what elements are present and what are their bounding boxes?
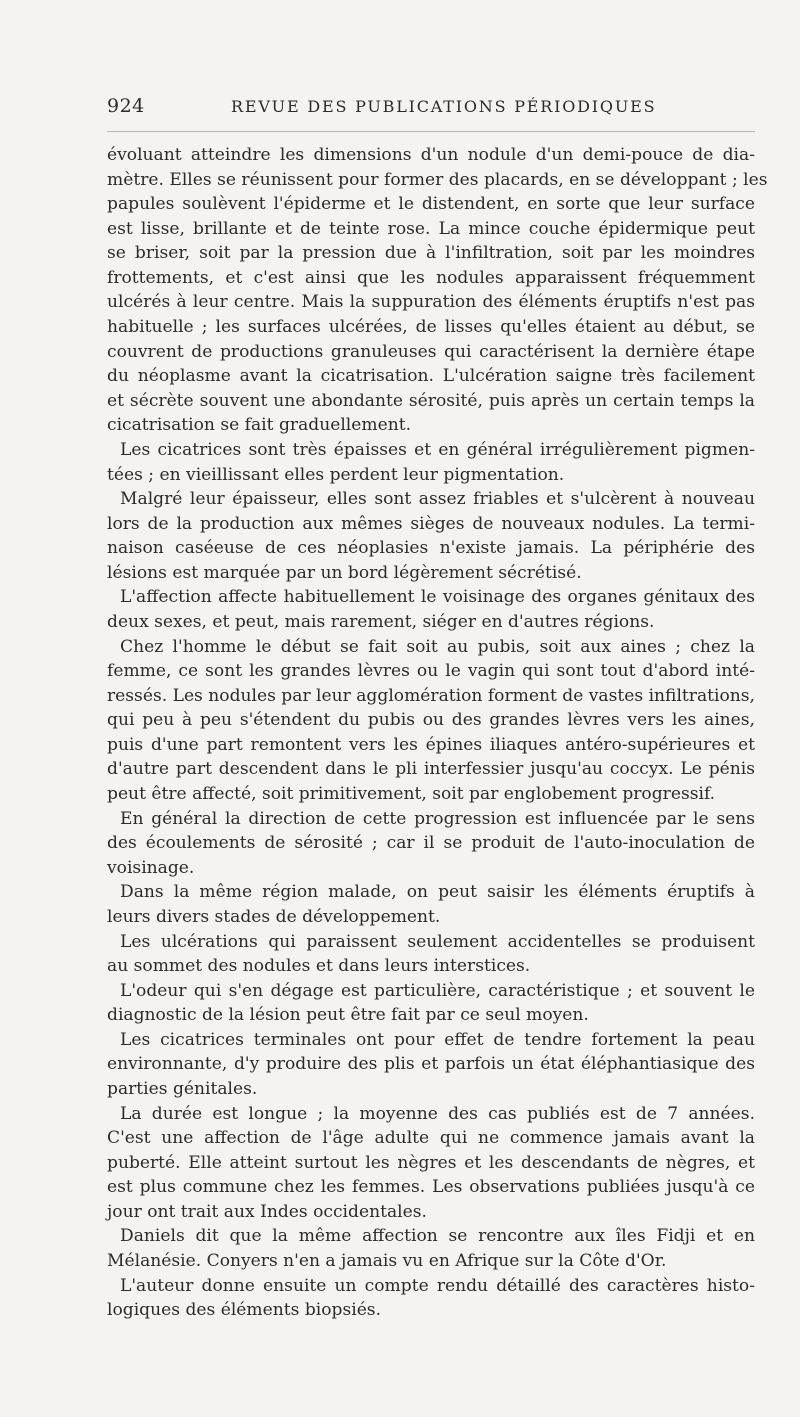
text-line: Les ulcérations qui paraissent seulement accidentelles se produisent <box>120 931 755 952</box>
text-line: frottements, et c'est ainsi que les nodules apparaissent fréquemment <box>107 267 755 288</box>
page-number: 924 <box>107 95 145 117</box>
text-line: voisinage. <box>107 857 195 878</box>
text-line: ulcérés à leur centre. Mais la suppuration des éléments éruptifs n'est pas <box>107 292 755 313</box>
text-line: lors de la production aux mêmes sièges de nouveaux nodules. La termi- <box>107 513 755 534</box>
text-line: est lisse, brillante et de teinte rose. La mince couche épidermique peut <box>107 218 755 239</box>
header-rule <box>107 131 755 132</box>
text-line: femme, ce sont les grandes lèvres ou le vagin qui sont tout d'abord inté- <box>107 661 755 682</box>
text-line: parties génitales. <box>107 1078 258 1099</box>
paragraph <box>107 1224 755 1273</box>
text-line: mètre. Elles se réunissent pour former des placards, en se développant ; les <box>107 169 768 190</box>
text-line: naison caséeuse de ces néoplasies n'existe jamais. La périphérie des <box>107 538 755 559</box>
running-title: REVUE DES PUBLICATIONS PÉRIODIQUES <box>231 97 657 116</box>
body-text <box>107 143 768 1323</box>
text-line: L'auteur donne ensuite un compte rendu détaillé des caractères histo- <box>120 1275 755 1296</box>
text-line: qui peu à peu s'étendent du pubis ou des grandes lèvres vers les aines, <box>107 710 755 731</box>
text-line: Daniels dit que la même affection se rencontre aux îles Fidji et en <box>120 1226 755 1247</box>
text-line: puberté. Elle atteint surtout les nègres et les descendants de nègres, et <box>107 1152 755 1173</box>
text-line: et sécrète souvent une abondante sérosité, puis après un certain temps la <box>107 390 755 411</box>
text-line: L'affection affecte habituellement le voisinage des organes génitaux des <box>120 587 755 608</box>
text-line: La durée est longue ; la moyenne des cas publiés est de 7 années. <box>120 1103 755 1124</box>
text-line: est plus commune chez les femmes. Les observations publiées jusqu'à ce <box>107 1177 755 1198</box>
text-line: se briser, soit par la pression due à l'infiltration, soit par les moindres <box>107 243 755 264</box>
paragraph <box>107 1102 755 1225</box>
text-line: logiques des éléments biopsiés. <box>107 1300 382 1321</box>
paragraph <box>107 635 755 807</box>
text-line: En général la direction de cette progression est influencée par le sens <box>120 808 755 829</box>
paragraph <box>107 979 755 1028</box>
text-line: L'odeur qui s'en dégage est particulière, caractéristique ; et souvent le <box>120 980 755 1001</box>
text-line: diagnostic de la lésion peut être fait par ce seul moyen. <box>107 1005 589 1026</box>
text-line: ressés. Les nodules par leur agglomération forment de vastes infiltrations, <box>107 685 755 706</box>
text-line: jour ont trait aux Indes occidentales. <box>107 1201 427 1222</box>
text-line: du néoplasme avant la cicatrisation. L'ulcération saigne très facilement <box>107 366 755 387</box>
paragraph <box>107 438 755 487</box>
paragraph <box>107 1274 755 1323</box>
paragraph <box>107 143 768 438</box>
text-line: Chez l'homme le début se fait soit au pubis, soit aux aines ; chez la <box>120 636 755 657</box>
text-line: évoluant atteindre les dimensions d'un nodule d'un demi-pouce de dia- <box>107 145 755 165</box>
text-line: lésions est marquée par un bord légèrement sécrétisé. <box>107 562 582 583</box>
text-line: Mélanésie. Conyers n'en a jamais vu en Afrique sur la Côte d'Or. <box>107 1251 667 1272</box>
text-line: papules soulèvent l'épiderme et le distendent, en sorte que leur surface <box>107 194 755 215</box>
text-line: Les cicatrices terminales ont pour effet de tendre fortement la peau <box>120 1029 755 1050</box>
page-header <box>107 95 755 123</box>
text-line: des écoulements de sérosité ; car il se produit de l'auto-inoculation de <box>107 833 755 854</box>
text-line: d'autre part descendent dans le pli interfessier jusqu'au coccyx. Le pénis <box>107 759 755 780</box>
text-line: puis d'une part remontent vers les épines iliaques antéro-supérieures et <box>107 734 755 755</box>
text-line: Dans la même région malade, on peut saisir les éléments éruptifs à <box>120 882 755 903</box>
paragraph <box>107 930 755 979</box>
text-line: habituelle ; les surfaces ulcérées, de lisses qu'elles étaient au début, se <box>107 317 755 338</box>
paragraph <box>107 807 755 881</box>
paragraph <box>107 880 755 929</box>
text-line: tées ; en vieillissant elles perdent leur pigmentation. <box>107 464 565 485</box>
text-line: couvrent de productions granuleuses qui caractérisent la dernière étape <box>107 341 755 362</box>
text-line: au sommet des nodules et dans leurs interstices. <box>107 956 531 977</box>
text-line: deux sexes, et peut, mais rarement, siéger en d'autres régions. <box>107 611 655 632</box>
text-line: C'est une affection de l'âge adulte qui ne commence jamais avant la <box>107 1128 755 1149</box>
paragraph <box>107 1028 755 1102</box>
text-line: Les cicatrices sont très épaisses et en général irrégulièrement pigmen- <box>120 439 755 460</box>
text-line: Malgré leur épaisseur, elles sont assez friables et s'ulcèrent à nouveau <box>120 489 755 510</box>
text-line: environnante, d'y produire des plis et parfois un état éléphantiasique des <box>107 1054 755 1075</box>
text-line: cicatrisation se fait graduellement. <box>107 415 412 436</box>
paragraph <box>107 487 755 585</box>
text-line: peut être affecté, soit primitivement, soit par englobement progressif. <box>107 784 716 805</box>
paragraph <box>107 585 755 634</box>
text-line: leurs divers stades de développement. <box>107 906 441 927</box>
